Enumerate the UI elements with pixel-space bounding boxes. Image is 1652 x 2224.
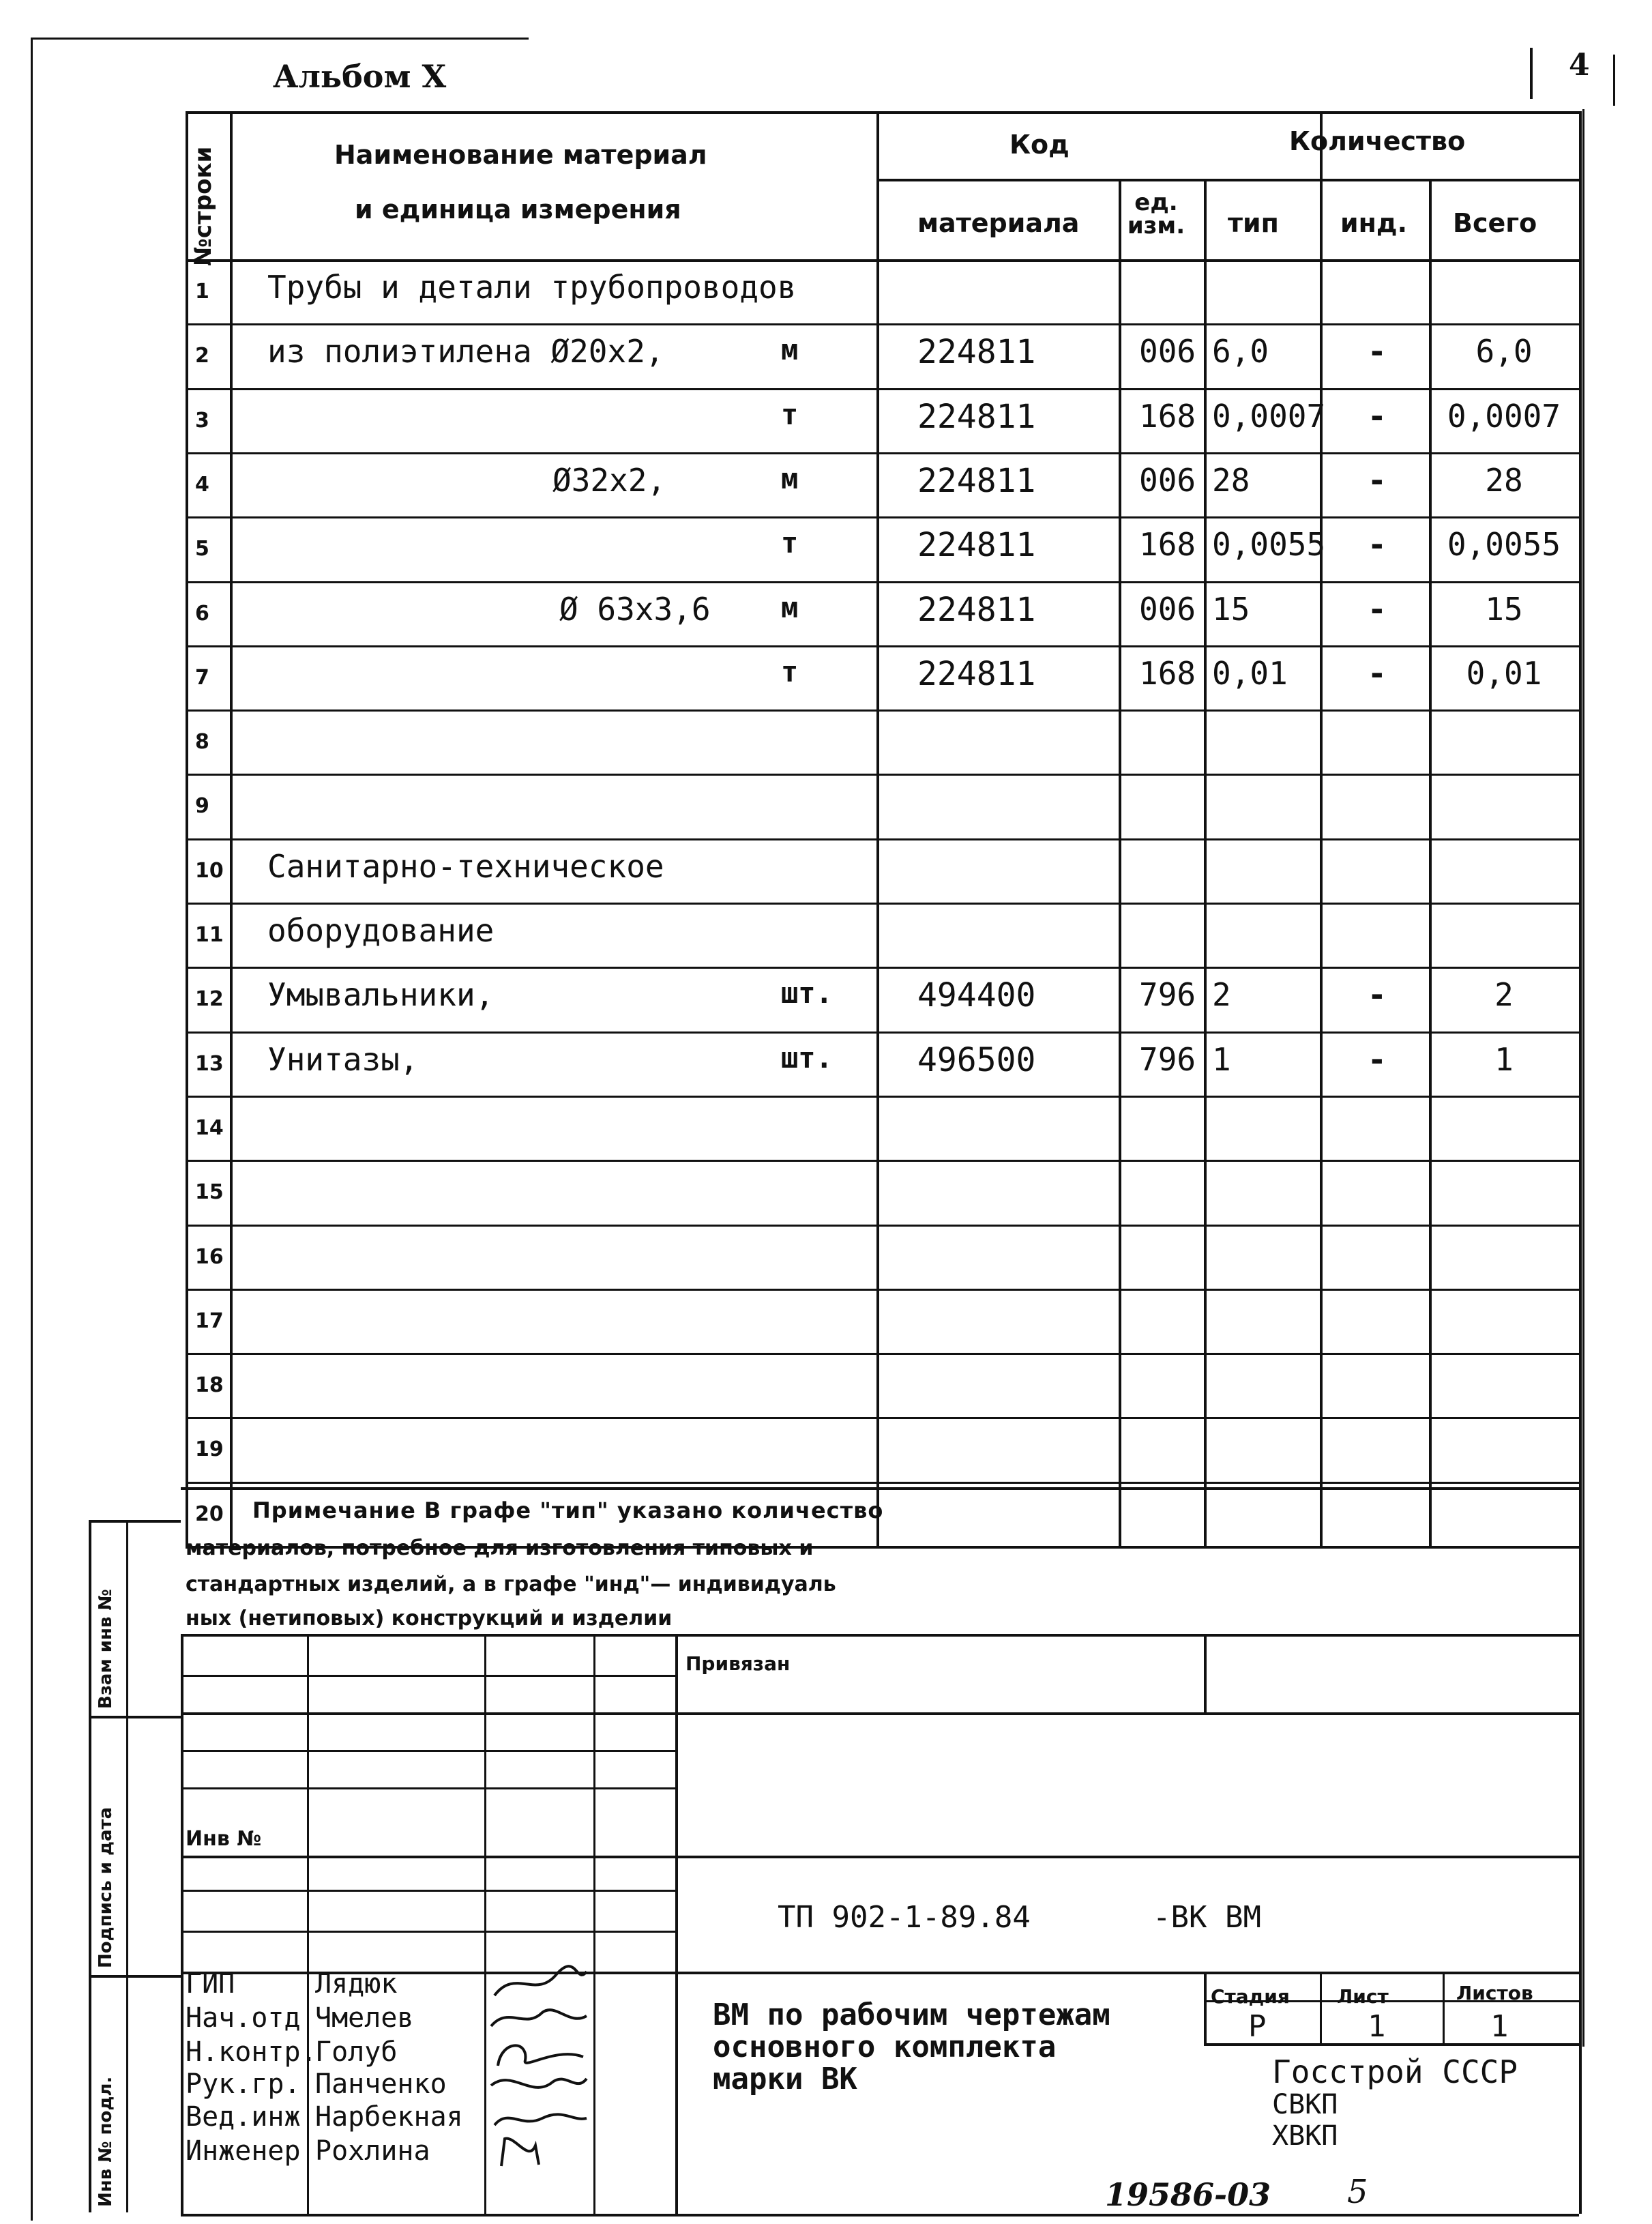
item-name: Умывальники, <box>267 976 495 1014</box>
qty-type: 0,0055 <box>1212 526 1326 564</box>
note-top-rule <box>181 1487 1579 1490</box>
row-rule <box>186 709 1579 712</box>
sidebar-podpis: Подпись и дата <box>95 1806 116 1968</box>
sidebar-sep-1 <box>89 1520 181 1523</box>
doc-title-1: ВМ по рабочим чертежам <box>713 1998 1110 2032</box>
material-code: 494400 <box>917 976 1036 1015</box>
item-unit: м <box>781 461 799 495</box>
signature-mark <box>488 1999 590 2036</box>
row-number: 3 <box>195 408 209 433</box>
qty-ind: - <box>1368 397 1387 435</box>
stamp-inv-no: Инв № <box>186 1827 262 1851</box>
page-number: 4 <box>1569 48 1590 83</box>
qty-ind: - <box>1368 333 1387 370</box>
row-number: 5 <box>195 537 209 561</box>
qty-total: 15 <box>1485 590 1523 628</box>
row-rule <box>186 967 1579 969</box>
item-name: из полиэтилена Ø20x2, <box>267 333 664 370</box>
role: Нач.отд <box>186 2002 301 2034</box>
material-code: 224811 <box>917 333 1036 372</box>
stage-header: Стадия <box>1211 1985 1290 2008</box>
sidebar-sep-3 <box>89 1975 181 1978</box>
qty-type: 15 <box>1212 590 1250 628</box>
header-mid-rule <box>876 179 1579 181</box>
row-rule <box>186 1289 1579 1291</box>
row-rule <box>186 838 1579 840</box>
stage-value: Р <box>1248 2009 1267 2044</box>
row-rule <box>186 1353 1579 1355</box>
qty-total: 0,0055 <box>1447 526 1561 564</box>
person-name: Лядюк <box>315 1968 398 2000</box>
qty-ind: - <box>1368 1040 1387 1078</box>
unit-code: 796 <box>1139 1040 1196 1078</box>
note-line-1: Примечание В графе "тип" указано количество <box>252 1497 884 1523</box>
sidebar-line <box>89 1520 91 2212</box>
row-rule <box>186 903 1579 905</box>
row-rule <box>186 452 1579 454</box>
row-number: 19 <box>195 1437 224 1462</box>
col-right-rule <box>1579 111 1582 1546</box>
header-row-number: №строки <box>190 146 217 266</box>
qty-total: 0,01 <box>1466 654 1542 692</box>
unit-code: 006 <box>1139 590 1196 628</box>
row-number: 7 <box>195 665 209 690</box>
top-border <box>31 38 529 40</box>
item-unit: т <box>781 526 799 560</box>
stamp-right-rule <box>1579 1546 1582 2214</box>
stamp-col-1 <box>307 1634 309 2214</box>
qty-type: 2 <box>1212 976 1231 1014</box>
col-total-rule <box>1429 179 1432 1546</box>
stamp-col-2 <box>484 1634 486 2214</box>
material-code: 224811 <box>917 397 1036 436</box>
table-top-rule <box>186 111 1579 114</box>
header-name-1: Наименование материал <box>334 140 707 170</box>
qty-type: 1 <box>1212 1040 1231 1078</box>
stamp-row-6 <box>181 1856 1579 1858</box>
left-border <box>31 38 33 2221</box>
row-rule <box>186 581 1579 583</box>
signature-mark <box>488 2098 590 2135</box>
qty-total: 0,0007 <box>1447 397 1561 435</box>
unit-code: 168 <box>1139 526 1196 564</box>
stamp-col-sheet <box>1320 1972 1322 2043</box>
item-name: Ø32x2, <box>552 461 666 499</box>
row-rule <box>186 1417 1579 1419</box>
doc-title-3: марки ВК <box>713 2062 857 2096</box>
note-line-4: ных (нетиповых) конструкций и изделии <box>186 1607 673 1630</box>
item-name: оборудование <box>267 912 495 949</box>
row-number: 12 <box>195 987 224 1012</box>
row-number: 4 <box>195 472 209 497</box>
item-name: Ø 63x3,6 <box>559 590 711 628</box>
header-name-2: и единица измерения <box>355 194 681 224</box>
material-code: 224811 <box>917 654 1036 693</box>
header-code-material: материала <box>917 208 1080 238</box>
org-1: Госстрой СССР <box>1272 2053 1518 2090</box>
header-code-unit: ед. изм. <box>1127 189 1185 239</box>
stamp-col-privyazan <box>1204 1634 1207 1712</box>
header-bottom-rule <box>186 259 1579 262</box>
sheet-header: Лист <box>1337 1985 1389 2008</box>
sidebar-vzam: Взам инв № <box>95 1589 116 1709</box>
signature-mark <box>488 2065 590 2103</box>
row-rule <box>186 323 1579 325</box>
material-code: 224811 <box>917 461 1036 500</box>
row-number: 8 <box>195 730 209 755</box>
row-number: 10 <box>195 858 224 883</box>
unit-code: 168 <box>1139 654 1196 692</box>
unit-code: 168 <box>1139 397 1196 435</box>
doc-mark: -ВК ВМ <box>1153 1900 1261 1935</box>
row-number: 1 <box>195 280 209 304</box>
qty-total: 6,0 <box>1475 333 1533 370</box>
stamp-left-rule <box>181 1634 183 2214</box>
archive-number: 19586-03 <box>1105 2176 1271 2213</box>
item-unit: шт. <box>781 1040 833 1074</box>
stamp-col-sheets <box>1443 1972 1445 2043</box>
row-number: 2 <box>195 344 209 368</box>
row-rule <box>186 1225 1579 1227</box>
stamp-row-1 <box>181 1634 1579 1637</box>
qty-ind: - <box>1368 590 1387 628</box>
stamp-privyazan: Привязан <box>685 1652 791 1675</box>
stamp-col-4 <box>675 1634 678 2214</box>
signature-mark <box>488 1965 590 2002</box>
role: Инженер <box>186 2135 301 2167</box>
row-number: 16 <box>195 1244 224 1269</box>
qty-type: 0,01 <box>1212 654 1288 692</box>
pagebox-right <box>1613 55 1615 106</box>
sidebar-sep-2 <box>89 1716 181 1718</box>
header-qty-type: тип <box>1228 208 1279 238</box>
row-number: 20 <box>195 1502 224 1526</box>
row-rule <box>186 1160 1579 1162</box>
doc-title-2: основного комплекта <box>713 2030 1057 2064</box>
qty-total: 1 <box>1494 1040 1514 1078</box>
right-border <box>1582 109 1584 2047</box>
unit-code: 006 <box>1139 461 1196 499</box>
qty-ind: - <box>1368 976 1387 1014</box>
album-title: Альбом X <box>273 58 447 95</box>
stamp-row-5 <box>181 1787 675 1789</box>
signature-mark <box>488 2132 590 2169</box>
stamp-row-3 <box>181 1712 1579 1715</box>
header-qty-ind: инд. <box>1340 208 1408 238</box>
org-3: ХВКП <box>1272 2120 1338 2152</box>
sheets-header: Листов <box>1456 1982 1533 2004</box>
stamp-row-7 <box>181 1890 675 1892</box>
row-rule <box>186 1096 1579 1098</box>
org-2: СВКП <box>1272 2089 1338 2120</box>
row-number: 18 <box>195 1373 224 1398</box>
qty-ind: - <box>1368 654 1387 692</box>
item-unit: м <box>781 333 799 367</box>
col-name-rule <box>230 111 233 1546</box>
item-unit: шт. <box>781 976 833 1010</box>
col-ind-rule <box>1320 111 1323 1546</box>
qty-total: 28 <box>1485 461 1523 499</box>
note-line-2: материалов, потребное для изготовления типовых и <box>186 1536 814 1560</box>
item-name: Унитазы, <box>267 1040 419 1078</box>
note-line-3: стандартных изделий, а в графе "инд"— индивидуаль <box>186 1572 836 1596</box>
person-name: Панченко <box>315 2068 447 2100</box>
footer-sheet-number: 5 <box>1347 2173 1368 2211</box>
row-number: 9 <box>195 794 209 819</box>
stamp-row-2 <box>181 1675 675 1677</box>
header-code: Код <box>1009 130 1070 160</box>
qty-type: 0,0007 <box>1212 397 1326 435</box>
doc-code: ТП 902-1-89.84 <box>778 1900 1031 1935</box>
material-code: 224811 <box>917 526 1036 565</box>
stamp-bottom-rule <box>181 2214 1579 2216</box>
item-unit: м <box>781 590 799 624</box>
row-number: 6 <box>195 601 209 626</box>
row-rule <box>186 774 1579 776</box>
role: Н.контр. <box>186 2036 317 2068</box>
qty-type: 6,0 <box>1212 333 1269 370</box>
unit-code: 796 <box>1139 976 1196 1014</box>
material-code: 496500 <box>917 1040 1036 1079</box>
row-rule <box>186 645 1579 647</box>
row-number: 13 <box>195 1051 224 1076</box>
sidebar-line-2 <box>126 1520 128 2212</box>
row-number: 17 <box>195 1308 224 1333</box>
qty-type: 28 <box>1212 461 1250 499</box>
row-rule <box>186 516 1579 518</box>
unit-code: 006 <box>1139 333 1196 370</box>
header-qty-total: Всего <box>1453 208 1537 238</box>
item-name: Санитарно-техническое <box>267 847 664 885</box>
role: Рук.гр. <box>186 2068 301 2100</box>
person-name: Голуб <box>315 2036 398 2068</box>
item-name: Трубы и детали трубопроводов <box>267 269 797 306</box>
sheets-value: 1 <box>1490 2009 1509 2044</box>
stamp-col-stage <box>1204 1972 1207 2043</box>
row-number: 15 <box>195 1180 224 1205</box>
role: ГИП <box>186 1968 235 2000</box>
stamp-col-3 <box>593 1634 595 2214</box>
row-rule <box>186 1031 1579 1034</box>
qty-total: 2 <box>1494 976 1514 1014</box>
col-code-rule <box>876 111 879 1546</box>
item-unit: т <box>781 654 799 688</box>
col-unit-rule <box>1119 179 1121 1546</box>
stamp-row-8 <box>181 1931 675 1933</box>
person-name: Рохлина <box>315 2135 430 2167</box>
qty-ind: - <box>1368 526 1387 564</box>
row-rule <box>186 1482 1579 1484</box>
row-number: 14 <box>195 1115 224 1140</box>
item-unit: т <box>781 397 799 431</box>
col-type-rule <box>1204 179 1207 1546</box>
role: Вед.инж <box>186 2101 301 2133</box>
row-number: 11 <box>195 923 224 947</box>
material-code: 224811 <box>917 590 1036 629</box>
row-rule <box>186 388 1579 390</box>
sidebar-inv: Инв № подл. <box>95 2076 116 2207</box>
col-left-rule <box>186 111 188 1546</box>
sheet-value: 1 <box>1368 2009 1386 2044</box>
stamp-row-4 <box>181 1750 675 1752</box>
person-name: Чмелев <box>315 2002 414 2034</box>
qty-ind: - <box>1368 461 1387 499</box>
header-quantity: Количество <box>1289 126 1466 156</box>
pagebox-left <box>1530 48 1533 99</box>
person-name: Нарбекная <box>315 2101 463 2133</box>
